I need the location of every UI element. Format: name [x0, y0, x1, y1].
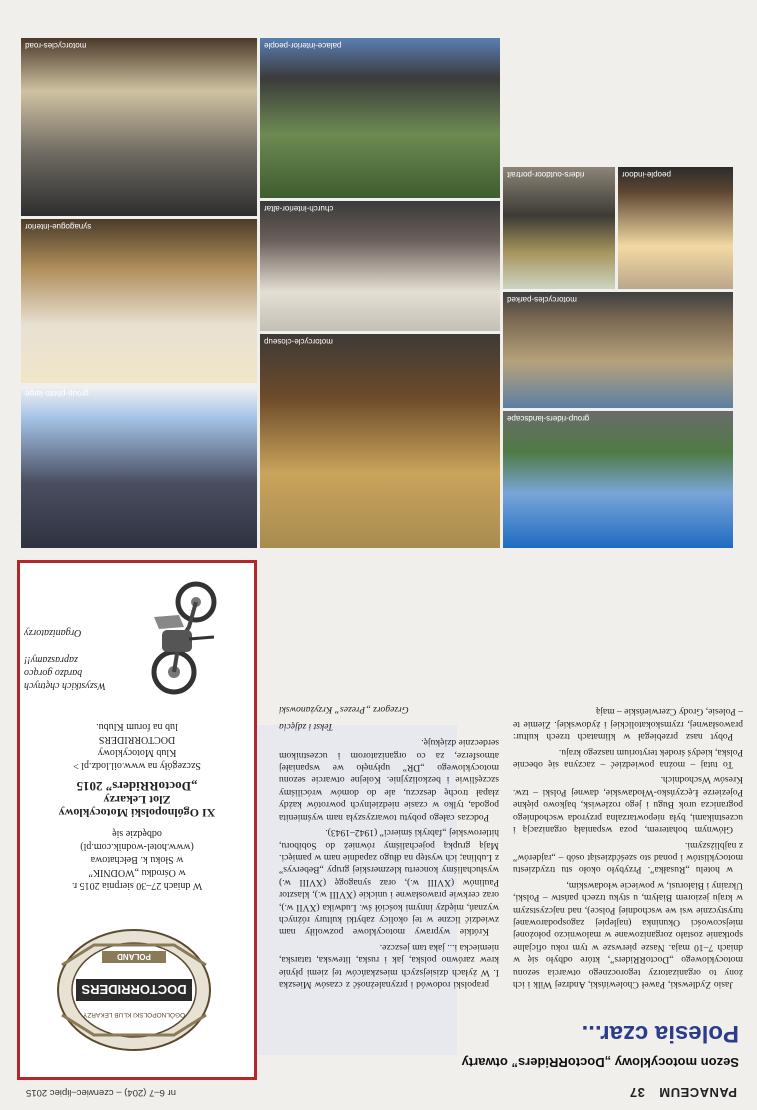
- photo: [503, 411, 733, 548]
- magazine-name: PANACEUM: [658, 1085, 737, 1100]
- rally-details-link: Szczegóły na www.oil.lodz.pl >: [73, 760, 201, 771]
- rally-forum-note: lub na forum Klubu.: [96, 721, 178, 732]
- article-column-1: [513, 570, 743, 990]
- invitation-line: zapraszamy!!: [24, 654, 78, 665]
- invitation-line: bardzo gorąco: [24, 667, 83, 678]
- photo-caption: motorcycles-road: [25, 41, 87, 50]
- photo-caption: group-riders-landscape: [507, 414, 590, 423]
- article-title-block: [379, 1019, 739, 1070]
- photo-caption: riders-outdoor-portrait: [507, 170, 585, 179]
- photo-caption: church-interior-altar: [264, 204, 334, 213]
- page-number: 37: [629, 1085, 645, 1100]
- article-column-2: [279, 570, 499, 990]
- magazine-header: [629, 1085, 737, 1100]
- logo-top-text: OGÓLNOPOLSKI KLUB LEKARZY: [82, 1011, 186, 1018]
- paragraph: Krótkie wyprawy motocyklowe pozwoliły nam zwiedzić liczne w tej okolicy zabytki kultury różnych wyznań, między innymi kościół św. Ludwika (XVII w.), oraz cerkwie prawosławne i unickie (XVIII w.), klasztor Paulinów (XVIII w.), oraz synagogę (XVIII w.) wysłuchaliśmy koncertu klezmerskiej grupy „Bebervys” z Lublina; ich występ na długo zapadnie nam w pamięci. Mają grupką pojechaliśmy również do Sobiboru, hitlerowskiej „fabryki śmierci” (1942–1943).: [279, 827, 499, 938]
- invitation-line: Wszystkich chętnych: [24, 680, 106, 691]
- rally-club-label: Klub Motocyklowy: [97, 747, 177, 758]
- rally-location: w Słoku k. Bełchatowa: [90, 854, 184, 865]
- photo-caption: people-indoor: [622, 170, 671, 179]
- paragraph: w hotelu „Rusałka”. Przybyło około stu trzydziestu motocyklistów i ponad sto sześćdziesiąt osób – „rajderów” z najbliższymi.: [513, 839, 743, 876]
- doctorriders-logo: [54, 925, 214, 1055]
- photo: [260, 201, 500, 331]
- photo-collage: [21, 38, 733, 548]
- photo: [503, 292, 733, 408]
- article-kicker: Sezon motocyklowy „DoctoRRiders” otwarty: [461, 1055, 739, 1070]
- photo-caption: group-photo-large: [25, 389, 89, 398]
- rally-club-name: DOCTORRIDERS: [98, 734, 176, 745]
- rally-dates: W dniach 27–30 sierpnia 2015 r.: [71, 880, 203, 891]
- rally-event-subtitle: Zlot Lekarzy: [103, 793, 171, 807]
- photo: [260, 334, 500, 548]
- photo: [21, 219, 257, 383]
- rally-will-take-place: odbędzie się: [112, 828, 162, 839]
- motorcycle-illustration: [139, 577, 234, 697]
- signature-name: Grzegorz „Prezes” Krzyżanowski: [279, 704, 409, 716]
- logo-text: DOCTORRIDERS: [81, 982, 187, 997]
- photo-caption: motorcycles-parked: [507, 295, 577, 304]
- logo-bottom-text: POLAND: [117, 952, 151, 961]
- rally-event-name: XI Ogólnopolski Motocyklowy: [58, 806, 216, 820]
- issue-info: nr 6–7 (204) – czerwiec–lipiec 2015: [26, 1087, 176, 1098]
- organizers-signature: Organizatorzy: [24, 627, 82, 638]
- photo: [21, 38, 257, 216]
- paragraph: To tutaj – można powiedzieć – zaczyna się obecnie Polska, kiedyś środek terytorium naszego kraju.: [513, 746, 743, 771]
- paragraph: Podczas całego pobytu towarzyszyła nam wyśmienita pogoda, tylko w czasie niedzielnych powrotów każdy złapał trochę deszczu, ale do domów wróciliśmy szczęśliwie i bezkolizyjnie. Kolejne otwarcie sezonu motocyklowego „DR” upłynęło we wspaniałej atmosferze, za co organizatorom i uczestnikom serdecznie dziękuję.: [279, 737, 499, 823]
- paragraph: Pobyt nasz przebiegał w klimatach trzech kultur: prawosławnej, rzymskokatolickiej i żydowskiej. Ziemie te – Polesie, Grody Czerwieńskie – mają: [513, 706, 743, 743]
- rally-website: (www.hotel-wodnik.com.pl): [80, 841, 194, 852]
- photo: [503, 167, 615, 289]
- photo-caption: motorcycle-closeup: [264, 337, 333, 346]
- paragraph: Jasio Zydlewski, Paweł Cholewiński, Andrzej Wilk i ich żony to organizatorzy tegorocznego otwarcia sezonu motocyklowego „DoctoRRiders”, które odbyło się w dniach 7–10 maja. Nasze pierwsze w tym roku oficjalne spotkanie zostało zorganizowane w malowniczo położonej miejscowości Okuninka (najlepiej zagospodarowanej turystycznie wsi we wschodniej Polsce), nad najczystszym w kraju jeziorem Białym, u styku trzech państw – Polski, Ukrainy i Białorusi, w powiecie włodawskim,: [513, 879, 743, 990]
- photo: [618, 167, 733, 289]
- photo: [260, 38, 500, 198]
- article-headline: Polesia czar...: [581, 1020, 739, 1047]
- photo-caption: synagogue-interior: [25, 222, 92, 231]
- rally-brand: „DoctoRRiders” 2015: [76, 779, 198, 794]
- rally-invitation: [24, 626, 134, 692]
- signature-credit: Tekst i zdjęcia: [279, 720, 334, 732]
- photo-caption: palace-interior-people: [264, 41, 342, 50]
- paragraph: Głównym bohaterem, poza wspaniałą organizacją i uczestnikami, była niepowtarzalna przyroda wschodniego pogranicza urok Bugu i jego rozlewisk, bajkowo piękne Pojezierze Łęczyńsko-Włodawskie, dawnej Polski – tzw. Kresów Wschodnich.: [513, 774, 743, 836]
- rally-venue: w Ośrodku „WODNIK”: [88, 867, 186, 878]
- rally-text: [32, 720, 242, 892]
- paragraph: prapolski rodowód i przynależność z czasów Mieszka I. W żyłach dzisiejszych mieszkańców tej ziemi płynie krew zarówno polska, jak i ruska, litewska, tatarska, niemiecka i... jaka tam jeszcze.: [279, 941, 499, 990]
- photo: [21, 386, 257, 548]
- rally-announcement-box: [17, 560, 257, 1080]
